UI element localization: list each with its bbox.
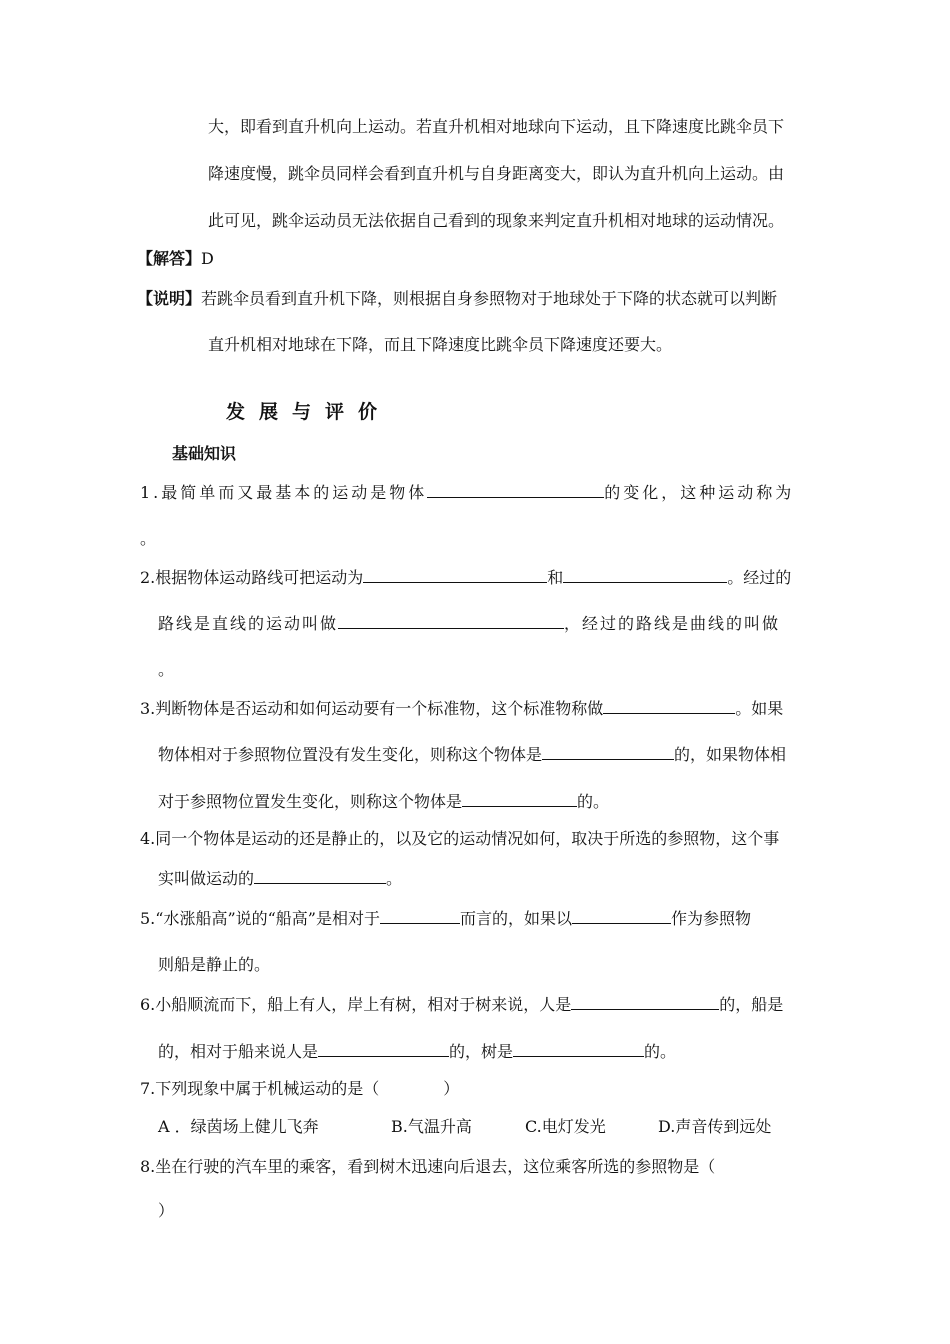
q3-blank-2[interactable] xyxy=(542,742,674,760)
q6-blank-2[interactable] xyxy=(318,1039,449,1057)
question-3-line-3 xyxy=(158,789,609,814)
question-3-line-1 xyxy=(140,696,783,721)
q3-blank-3[interactable] xyxy=(462,789,577,807)
q2-text-d: 路线是直线的运动叫做 xyxy=(158,614,339,633)
q7-option-c[interactable]: C.电灯发光 xyxy=(525,1117,606,1136)
analysis-line-2: 降速度慢，跳伞员同样会看到直升机与自身距离变大，即认为直升机向上运动。由 xyxy=(208,164,785,183)
q2-text-a: 2.根据物体运动路线可把运动为 xyxy=(140,568,364,587)
question-8-line-1: 8.坐在行驶的汽车里的乘客，看到树木迅速向后退去，这位乘客所选的参照物是（ xyxy=(140,1157,716,1176)
q4-text-c: 。 xyxy=(386,869,403,888)
q2-blank-3[interactable] xyxy=(338,611,564,629)
q6-text-a: 6.小船顺流而下，船上有人，岸上有树，相对于树来说，人是 xyxy=(140,995,572,1014)
question-2-line-1 xyxy=(140,565,791,590)
q5-text-c: 作为参照物 xyxy=(671,909,752,928)
q2-text-b: 和 xyxy=(547,568,564,587)
q6-text-d: 的，树是 xyxy=(449,1042,514,1061)
question-4-line-2 xyxy=(158,866,402,891)
question-5-line-1 xyxy=(140,906,751,931)
question-6-line-1 xyxy=(140,992,783,1017)
answer-value: D xyxy=(201,249,214,268)
q6-blank-1[interactable] xyxy=(571,992,719,1010)
section-title: 发展与评价 xyxy=(226,401,392,423)
question-3-line-2 xyxy=(158,742,786,767)
question-4-line-1: 4.同一个物体是运动的还是静止的，以及它的运动情况如何，取决于所选的参照物，这个事 xyxy=(140,829,780,848)
q2-blank-2[interactable] xyxy=(563,565,727,583)
question-5-line-2: 则船是静止的。 xyxy=(158,955,271,974)
q5-blank-2[interactable] xyxy=(572,906,671,924)
q4-blank-1[interactable] xyxy=(254,866,386,884)
q1-text-a: 1.最简单而又最基本的运动是物体 xyxy=(140,483,428,502)
q2-text-c: 。经过的 xyxy=(727,568,792,587)
q1-blank-1[interactable] xyxy=(427,480,604,498)
q7-option-d[interactable]: D.声音传到远处 xyxy=(658,1117,772,1136)
analysis-line-1: 大，即看到直升机向上运动。若直升机相对地球向下运动，且下降速度比跳伞员下 xyxy=(208,117,785,136)
q2-text-e: ，经过的路线是曲线的叫做 xyxy=(564,614,781,633)
q3-text-b: 。如果 xyxy=(735,699,784,718)
q6-text-b: 的，船是 xyxy=(719,995,784,1014)
q3-text-d: 的，如果物体相 xyxy=(674,745,787,764)
analysis-line-3: 此可见，跳伞运动员无法依据自己看到的现象来判定直升机相对地球的运动情况。 xyxy=(208,211,785,230)
note-line-1: 若跳伞员看到直升机下降，则根据自身参照物对于地球处于下降的状态就可以判断 xyxy=(201,289,778,308)
q3-text-e: 对于参照物位置发生变化，则称这个物体是 xyxy=(158,792,463,811)
q6-text-c: 的，相对于船来说人是 xyxy=(158,1042,319,1061)
q3-blank-1[interactable] xyxy=(603,696,735,714)
question-1-line-1 xyxy=(140,480,794,505)
question-1-line-2: 。 xyxy=(140,529,157,548)
question-6-line-2 xyxy=(158,1039,676,1064)
q6-text-e: 的。 xyxy=(644,1042,677,1061)
q1-text-b: 的变化，这种运动称为 xyxy=(604,483,795,502)
question-7-stem: 7.下列现象中属于机械运动的是（ ） xyxy=(140,1079,460,1098)
question-8-line-2: ） xyxy=(158,1201,175,1220)
q5-text-a: 5.“水涨船高”说的“船高”是相对于 xyxy=(140,909,380,928)
q4-text-b: 实叫做运动的 xyxy=(158,869,255,888)
answer-row xyxy=(137,247,214,271)
note-label: 【说明】 xyxy=(137,289,202,308)
q3-text-c: 物体相对于参照物位置没有发生变化，则称这个物体是 xyxy=(158,745,543,764)
subsection-title: 基础知识 xyxy=(172,444,237,463)
q5-text-b: 而言的，如果以 xyxy=(460,909,573,928)
question-2-line-2 xyxy=(158,611,780,636)
q3-text-f: 的。 xyxy=(577,792,610,811)
q7-option-a[interactable]: A ．绿茵场上健儿飞奔 xyxy=(158,1117,319,1136)
q5-blank-1[interactable] xyxy=(380,906,460,924)
q6-blank-3[interactable] xyxy=(513,1039,644,1057)
q7-option-b[interactable]: B.气温升高 xyxy=(391,1117,472,1136)
q2-blank-1[interactable] xyxy=(363,565,547,583)
q3-text-a: 3.判断物体是否运动和如何运动要有一个标准物，这个标准物称做 xyxy=(140,699,604,718)
note-row xyxy=(137,287,777,311)
note-line-2: 直升机相对地球在下降，而且下降速度比跳伞员下降速度还要大。 xyxy=(208,335,673,354)
question-2-line-3: 。 xyxy=(158,660,175,679)
answer-label: 【解答】 xyxy=(137,249,202,268)
